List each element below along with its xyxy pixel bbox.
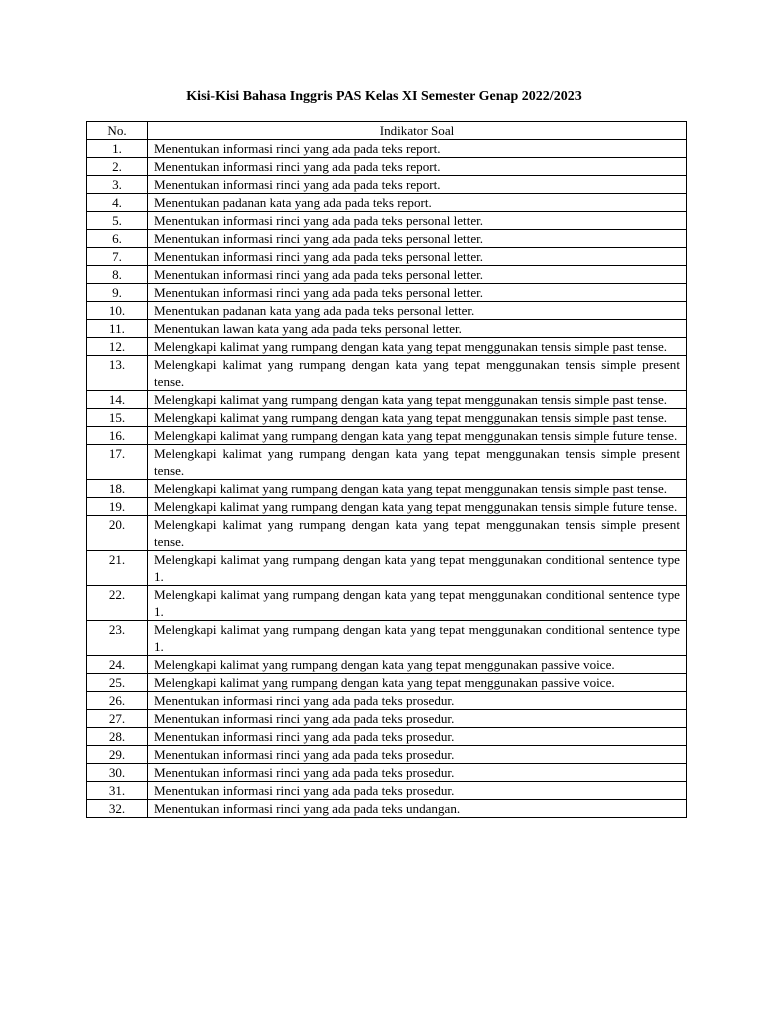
row-indicator: Melengkapi kalimat yang rumpang dengan kata yang tepat menggunakan tensis simple past tense.	[148, 409, 687, 427]
row-indicator: Menentukan informasi rinci yang ada pada teks undangan.	[148, 800, 687, 818]
row-indicator: Menentukan lawan kata yang ada pada teks personal letter.	[148, 320, 687, 338]
row-number: 20.	[87, 516, 148, 551]
table-row	[87, 266, 687, 284]
row-number: 18.	[87, 480, 148, 498]
row-indicator: Menentukan informasi rinci yang ada pada teks report.	[148, 176, 687, 194]
table-row	[87, 320, 687, 338]
row-number: 31.	[87, 782, 148, 800]
row-number: 6.	[87, 230, 148, 248]
row-indicator: Menentukan informasi rinci yang ada pada teks prosedur.	[148, 728, 687, 746]
row-number: 32.	[87, 800, 148, 818]
row-number: 28.	[87, 728, 148, 746]
table-row	[87, 728, 687, 746]
table-row	[87, 692, 687, 710]
row-number: 12.	[87, 338, 148, 356]
table-row	[87, 338, 687, 356]
table-row	[87, 427, 687, 445]
row-number: 13.	[87, 356, 148, 391]
row-indicator: Melengkapi kalimat yang rumpang dengan kata yang tepat menggunakan passive voice.	[148, 674, 687, 692]
row-number: 15.	[87, 409, 148, 427]
row-indicator: Menentukan informasi rinci yang ada pada teks prosedur.	[148, 692, 687, 710]
table-row	[87, 356, 687, 391]
row-indicator: Menentukan informasi rinci yang ada pada teks personal letter.	[148, 212, 687, 230]
row-indicator: Menentukan padanan kata yang ada pada teks report.	[148, 194, 687, 212]
table-row	[87, 656, 687, 674]
row-indicator: Menentukan informasi rinci yang ada pada teks prosedur.	[148, 710, 687, 728]
row-number: 5.	[87, 212, 148, 230]
row-number: 29.	[87, 746, 148, 764]
table-row	[87, 516, 687, 551]
table-row	[87, 551, 687, 586]
row-indicator: Menentukan informasi rinci yang ada pada teks personal letter.	[148, 248, 687, 266]
row-number: 7.	[87, 248, 148, 266]
document-title: Kisi-Kisi Bahasa Inggris PAS Kelas XI Semester Genap 2022/2023	[186, 89, 582, 104]
table-row	[87, 674, 687, 692]
table-row	[87, 800, 687, 818]
table-row	[87, 746, 687, 764]
table-row	[87, 230, 687, 248]
table-row	[87, 140, 687, 158]
column-header-indicator: Indikator Soal	[148, 122, 687, 140]
row-indicator: Menentukan informasi rinci yang ada pada teks report.	[148, 158, 687, 176]
table-row	[87, 710, 687, 728]
table-row	[87, 782, 687, 800]
row-indicator: Menentukan informasi rinci yang ada pada teks prosedur.	[148, 746, 687, 764]
column-header-no: No.	[87, 122, 148, 140]
table-row	[87, 445, 687, 480]
row-number: 25.	[87, 674, 148, 692]
table-row	[87, 480, 687, 498]
row-indicator: Menentukan informasi rinci yang ada pada teks prosedur.	[148, 764, 687, 782]
row-number: 19.	[87, 498, 148, 516]
row-number: 22.	[87, 586, 148, 621]
row-number: 16.	[87, 427, 148, 445]
table-header-row	[87, 122, 687, 140]
row-number: 23.	[87, 621, 148, 656]
table-row	[87, 391, 687, 409]
table-row	[87, 248, 687, 266]
row-indicator: Melengkapi kalimat yang rumpang dengan kata yang tepat menggunakan tensis simple past tense.	[148, 391, 687, 409]
row-indicator: Melengkapi kalimat yang rumpang dengan kata yang tepat menggunakan tensis simple present tense.	[148, 356, 687, 391]
table-row	[87, 302, 687, 320]
row-indicator: Melengkapi kalimat yang rumpang dengan kata yang tepat menggunakan tensis simple past tense.	[148, 480, 687, 498]
row-number: 14.	[87, 391, 148, 409]
row-number: 4.	[87, 194, 148, 212]
row-number: 17.	[87, 445, 148, 480]
row-indicator: Menentukan informasi rinci yang ada pada teks personal letter.	[148, 230, 687, 248]
table-row	[87, 212, 687, 230]
row-indicator: Menentukan padanan kata yang ada pada teks personal letter.	[148, 302, 687, 320]
row-indicator: Menentukan informasi rinci yang ada pada teks personal letter.	[148, 266, 687, 284]
row-number: 30.	[87, 764, 148, 782]
table-row	[87, 409, 687, 427]
row-indicator: Melengkapi kalimat yang rumpang dengan kata yang tepat menggunakan passive voice.	[148, 656, 687, 674]
row-indicator: Melengkapi kalimat yang rumpang dengan kata yang tepat menggunakan tensis simple present tense.	[148, 516, 687, 551]
row-indicator: Melengkapi kalimat yang rumpang dengan kata yang tepat menggunakan conditional sentence type 1.	[148, 551, 687, 586]
table-row	[87, 498, 687, 516]
row-number: 24.	[87, 656, 148, 674]
row-indicator: Menentukan informasi rinci yang ada pada teks prosedur.	[148, 782, 687, 800]
row-indicator: Melengkapi kalimat yang rumpang dengan kata yang tepat menggunakan tensis simple future tense.	[148, 498, 687, 516]
row-indicator: Melengkapi kalimat yang rumpang dengan kata yang tepat menggunakan conditional sentence type 1.	[148, 621, 687, 656]
table-row	[87, 586, 687, 621]
table-body	[87, 140, 687, 818]
table-row	[87, 176, 687, 194]
indicator-table	[86, 121, 687, 818]
row-number: 11.	[87, 320, 148, 338]
row-number: 8.	[87, 266, 148, 284]
row-indicator: Melengkapi kalimat yang rumpang dengan kata yang tepat menggunakan conditional sentence type 1.	[148, 586, 687, 621]
row-number: 27.	[87, 710, 148, 728]
row-number: 3.	[87, 176, 148, 194]
row-indicator: Melengkapi kalimat yang rumpang dengan kata yang tepat menggunakan tensis simple present tense.	[148, 445, 687, 480]
table-row	[87, 764, 687, 782]
row-number: 9.	[87, 284, 148, 302]
row-indicator: Menentukan informasi rinci yang ada pada teks personal letter.	[148, 284, 687, 302]
row-number: 26.	[87, 692, 148, 710]
row-number: 2.	[87, 158, 148, 176]
table-row	[87, 284, 687, 302]
row-indicator: Melengkapi kalimat yang rumpang dengan kata yang tepat menggunakan tensis simple past tense.	[148, 338, 687, 356]
table-row	[87, 158, 687, 176]
row-number: 21.	[87, 551, 148, 586]
row-indicator: Melengkapi kalimat yang rumpang dengan kata yang tepat menggunakan tensis simple future tense.	[148, 427, 687, 445]
row-number: 10.	[87, 302, 148, 320]
row-indicator: Menentukan informasi rinci yang ada pada teks report.	[148, 140, 687, 158]
row-number: 1.	[87, 140, 148, 158]
table-row	[87, 194, 687, 212]
table-row	[87, 621, 687, 656]
